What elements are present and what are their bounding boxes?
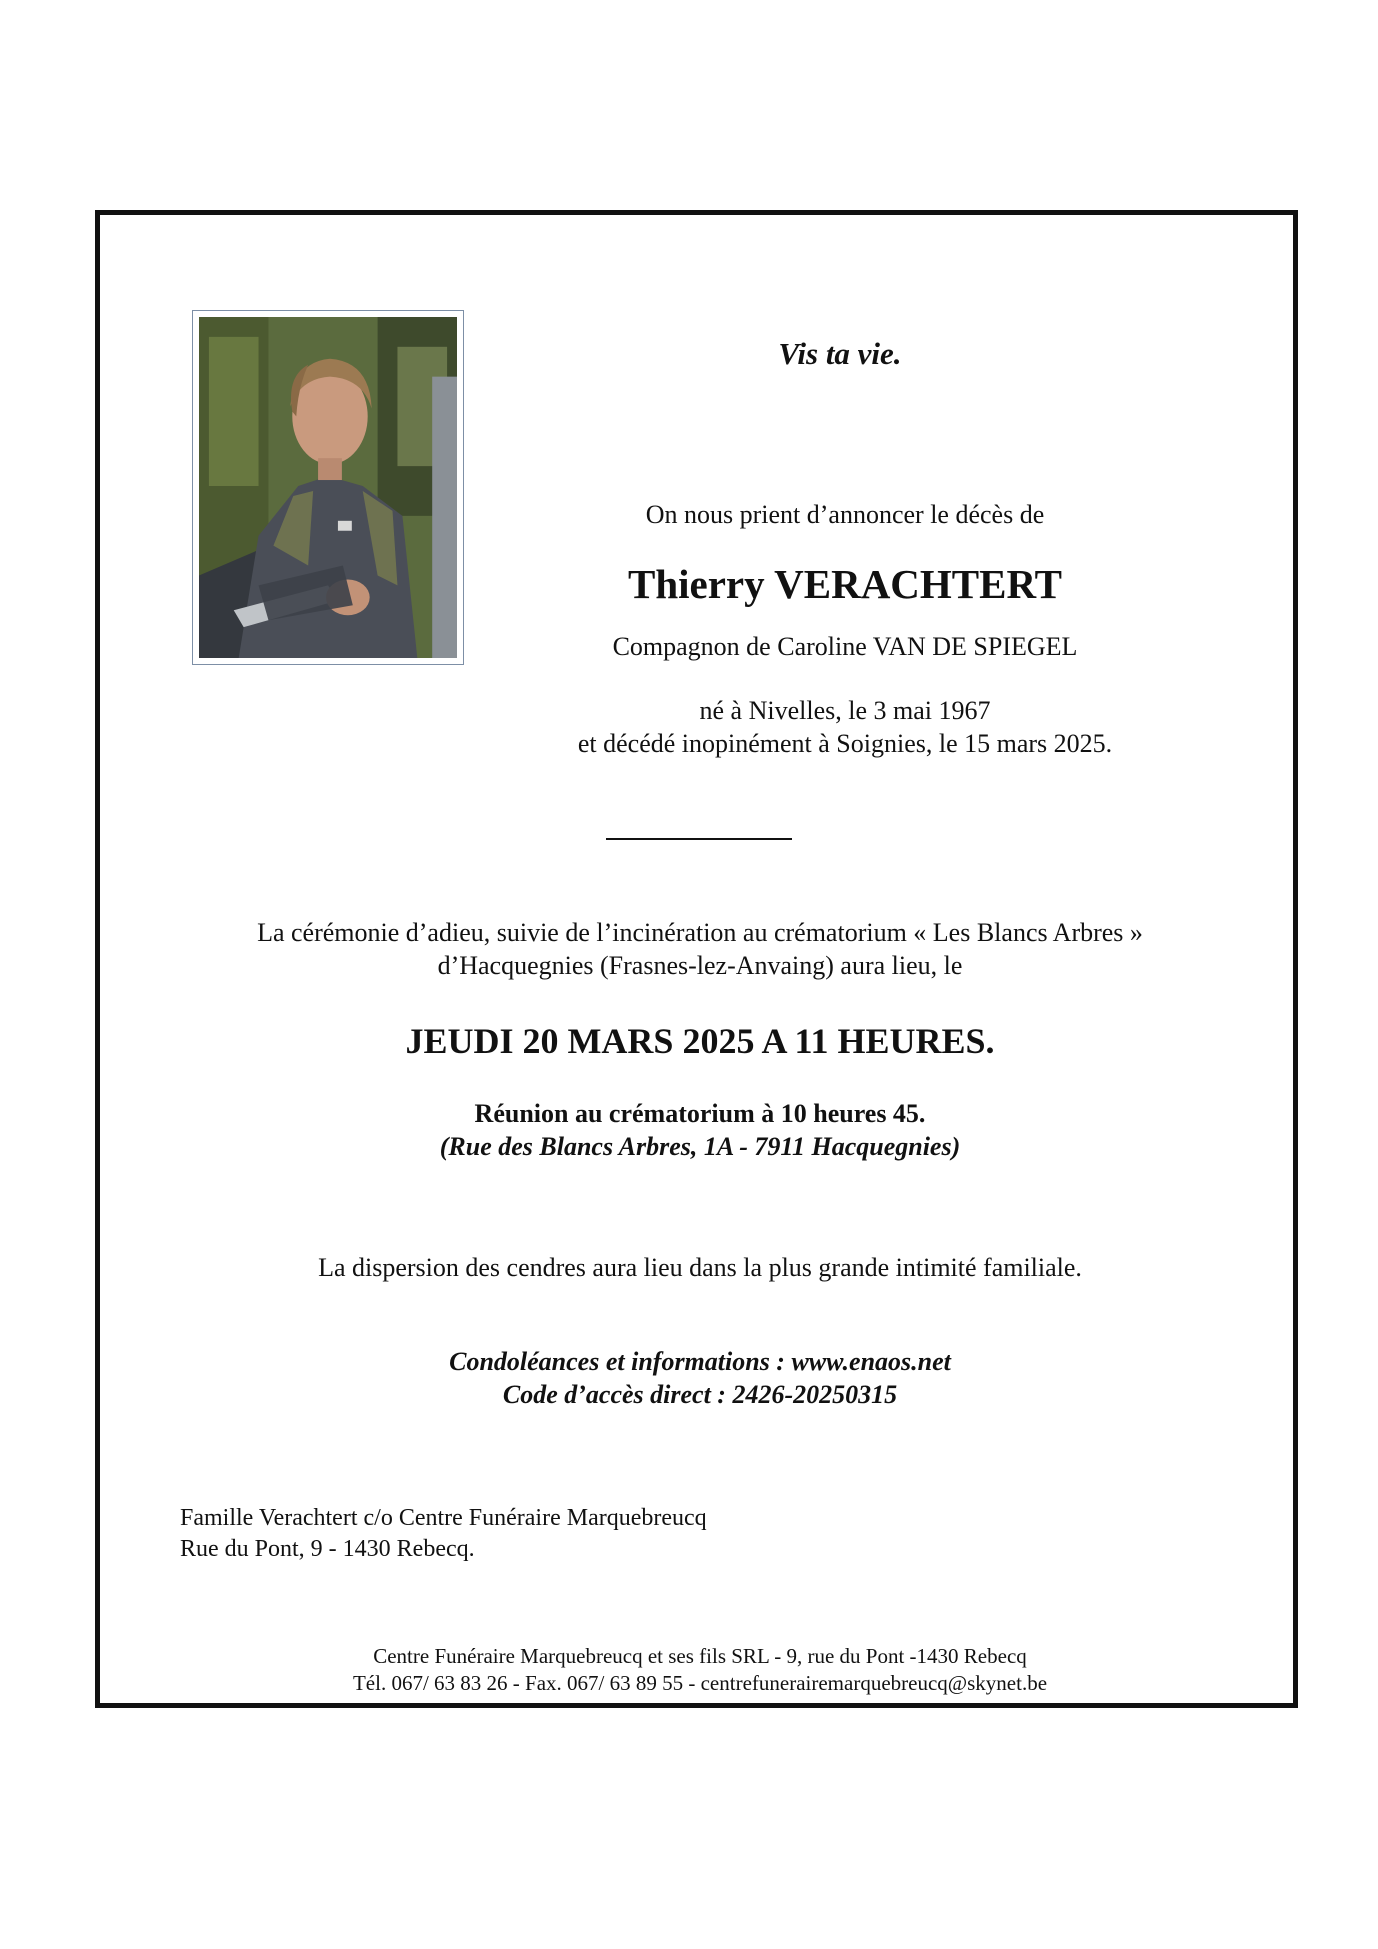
companion-text: Compagnon de Caroline VAN DE SPIEGEL	[612, 632, 1078, 661]
motto: Vis ta vie.	[778, 336, 902, 371]
footer-line1: Centre Funéraire Marquebreucq et ses fils SRL - 9, rue du Pont -1430 Rebecq	[373, 1644, 1027, 1668]
reunion-text: Réunion au crématorium à 10 heures 45.	[474, 1099, 926, 1128]
condolences-text: Condoléances et informations : www.enaos.net	[449, 1347, 951, 1376]
divider	[606, 838, 792, 840]
family-line2: Rue du Pont, 9 - 1430 Rebecq.	[180, 1536, 475, 1562]
ceremony-text-line1: La cérémonie d’adieu, suivie de l’incinération au crématorium « Les Blancs Arbres »	[257, 918, 1143, 947]
portrait-photo	[192, 310, 464, 665]
announcement-text: On nous prient d’annoncer le décès de	[645, 500, 1045, 529]
family-line1: Famille Verachtert c/o Centre Funéraire Marquebreucq	[180, 1505, 707, 1531]
dispersion-text: La dispersion des cendres aura lieu dans la plus grande intimité familiale.	[318, 1253, 1082, 1282]
ceremony-text-line2: d’Hacquegnies (Frasnes-lez-Anvaing) aura lieu, le	[437, 951, 963, 980]
footer-line2: Tél. 067/ 63 83 26 - Fax. 067/ 63 89 55 - centrefunerairemarquebreucq@skynet.be	[352, 1671, 1048, 1695]
death-text: et décédé inopinément à Soignies, le 15 mars 2025.	[577, 729, 1113, 758]
access-code: Code d’accès direct : 2426-20250315	[502, 1380, 898, 1409]
ceremony-date: JEUDI 20 MARS 2025 A 11 HEURES.	[405, 1021, 995, 1061]
portrait-image	[199, 317, 457, 658]
birth-text: né à Nivelles, le 3 mai 1967	[699, 696, 991, 725]
deceased-name: Thierry VERACHTERT	[627, 561, 1063, 607]
crematorium-address: (Rue des Blancs Arbres, 1A - 7911 Hacquegnies)	[439, 1132, 961, 1161]
